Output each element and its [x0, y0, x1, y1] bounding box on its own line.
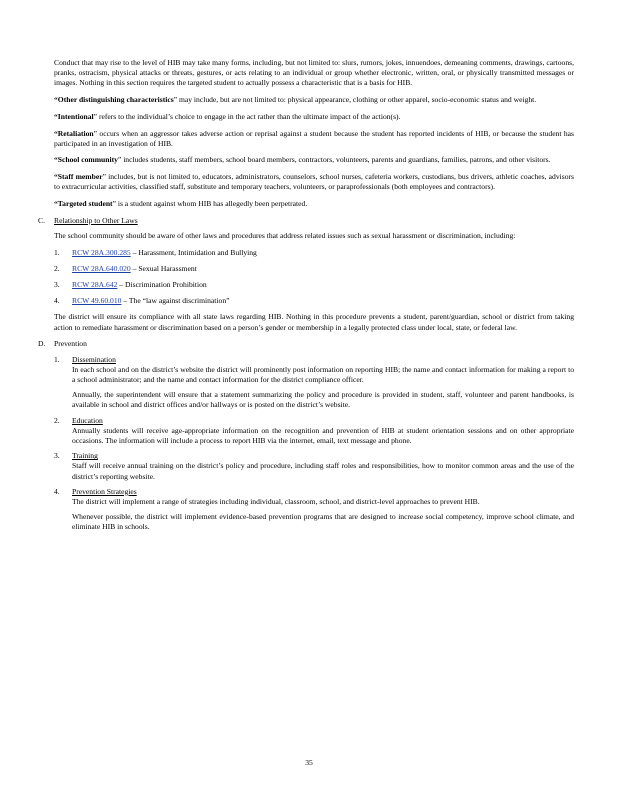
definition-term: “Retaliation: [54, 128, 94, 138]
list-item: [54, 248, 574, 258]
list-number: 3.: [54, 280, 60, 290]
list-number: 4.: [54, 296, 60, 306]
laws-list: [54, 248, 574, 307]
section-letter: D.: [38, 339, 46, 349]
list-number: 4.: [54, 486, 60, 496]
subsection-paragraph: The district will implement a range of strategies including individual, classroom, school, and district-level approaches to prevent HIB.: [72, 497, 480, 506]
prevention-item-dissemination: [54, 355, 574, 411]
law-link[interactable]: RCW 28A.300.285: [72, 247, 131, 257]
section-c-intro: The school community should be aware of other laws and procedures that address related issues such as sexual harassment or discrimination, including:: [54, 230, 516, 240]
section-title: Relationship to Other Laws: [54, 215, 138, 225]
list-number: 2.: [54, 263, 60, 273]
definition-text: ” occurs when an aggressor takes adverse action or reprisal against a student because the student has reported incidents of HIB, or because the student has participated in an investigation of HIB.: [54, 128, 574, 148]
section-d-heading: [38, 339, 574, 349]
section-title: Prevention: [54, 339, 87, 349]
intro-paragraph: Conduct that may rise to the level of HIB may take many forms, including, but not limited to: slurs, rumors, jokes, innuendoes, demeaning comments, drawings, cartoons, pranks, ostracism, physical attacks or threats, gestures, or acts relating to an individual or group whether electronic, written, oral, or physically transmitted messages or images. Nothing in this section requires the targeted student to actually possess a characteristic that is a basis for HIB.: [54, 58, 574, 88]
subsection-paragraph: Whenever possible, the district will implement evidence-based prevention programs that are designed to increase social competency, improve school climate, and eliminate HIB in schools.: [72, 512, 574, 532]
definition-text: ” may include, but are not limited to: physical appearance, clothing or other apparel, socio-economic status and weight.: [173, 95, 537, 105]
list-number: 3.: [54, 451, 60, 461]
section-c-heading: [38, 215, 574, 226]
definition-text: ” includes students, staff members, school board members, contractors, volunteers, parents and guardians, families, patrons, and other visitors.: [117, 155, 551, 165]
definition-other-characteristics: [54, 95, 574, 105]
definition-term: “Targeted student: [54, 199, 113, 209]
definition-text: ” refers to the individual’s choice to engage in the act rather than the ultimate impact of the action(s).: [93, 111, 401, 121]
definition-term: “Other distinguishing characteristics: [54, 95, 174, 105]
law-link[interactable]: RCW 28A.640.020: [72, 263, 131, 273]
subsection-heading: Dissemination: [72, 354, 116, 364]
prevention-item-training: [54, 451, 574, 482]
page-number: 35: [305, 758, 313, 767]
prevention-list: [54, 355, 574, 533]
document-page: [38, 58, 574, 538]
list-number: 2.: [54, 415, 60, 425]
list-number: 1.: [54, 247, 60, 257]
definition-intentional: [54, 112, 574, 122]
prevention-item-education: [54, 416, 574, 447]
definition-text: ” includes, but is not limited to, educators, administrators, counselors, school nurses, cafeteria workers, custodians, bus drivers, athletic coaches, advisors to extracurricular activities, classified staff, substitute and temporary teachers, volunteers, or paraprofessionals (both employees and contractors).: [54, 172, 574, 192]
definition-term: “Staff member: [54, 172, 103, 182]
list-item: [54, 264, 574, 274]
subsection-paragraph: Annually students will receive age-appropriate information on the recognition and prevention of HIB at student orientation sessions and on other appropriate occasions. The information will include a process to report HIB via the internet, email, text message and phone.: [72, 425, 574, 445]
definition-text: ” is a student against whom HIB has allegedly been perpetrated.: [112, 199, 308, 209]
subsection-heading: Education: [72, 415, 103, 425]
section-c-closing: The district will ensure its compliance with all state laws regarding HIB. Nothing in this procedure prevents a student, parent/guardian, school or district from taking action to remediate harassment or discrimination based on a person’s gender or membership in a legally protected class under local, state, or federal law.: [54, 312, 574, 332]
definition-term: “Intentional: [54, 111, 94, 121]
list-number: 1.: [54, 354, 60, 364]
law-link[interactable]: RCW 49.60.010: [72, 296, 122, 306]
law-description: – Discrimination Prohibition: [119, 280, 207, 290]
definition-staff-member: [54, 172, 574, 192]
law-description: – Sexual Harassment: [132, 263, 197, 273]
definitions-list: [54, 95, 574, 209]
definition-school-community: [54, 155, 574, 165]
section-letter: C.: [38, 215, 45, 225]
definition-retaliation: [54, 129, 574, 149]
subsection-heading: Prevention Strategies: [72, 486, 137, 496]
law-description: – The “law against discrimination”: [123, 296, 230, 306]
list-item: [54, 280, 574, 290]
prevention-item-strategies: [54, 487, 574, 533]
law-link[interactable]: RCW 28A.642: [72, 280, 118, 290]
subsection-paragraph: Staff will receive annual training on the district’s policy and procedure, including staff roles and responsibilities, how to monitor common areas and the use of the district’s reporting website.: [72, 461, 574, 481]
definition-targeted-student: [54, 199, 574, 209]
subsection-paragraph: Annually, the superintendent will ensure that a statement summarizing the policy and procedure is provided in student, staff, volunteer and parent handbooks, is available in school and district offices and/or hallways or is posted on the district’s website.: [72, 390, 574, 410]
subsection-paragraph: In each school and on the district’s website the district will prominently post information on reporting HIB; the name and contact information for making a report to a school administrator; and the name and contact information for the district compliance officer.: [72, 364, 574, 384]
subsection-heading: Training: [72, 451, 98, 461]
law-description: – Harassment, Intimidation and Bullying: [132, 247, 257, 257]
definition-term: “School community: [54, 155, 118, 165]
list-item: [54, 296, 574, 306]
